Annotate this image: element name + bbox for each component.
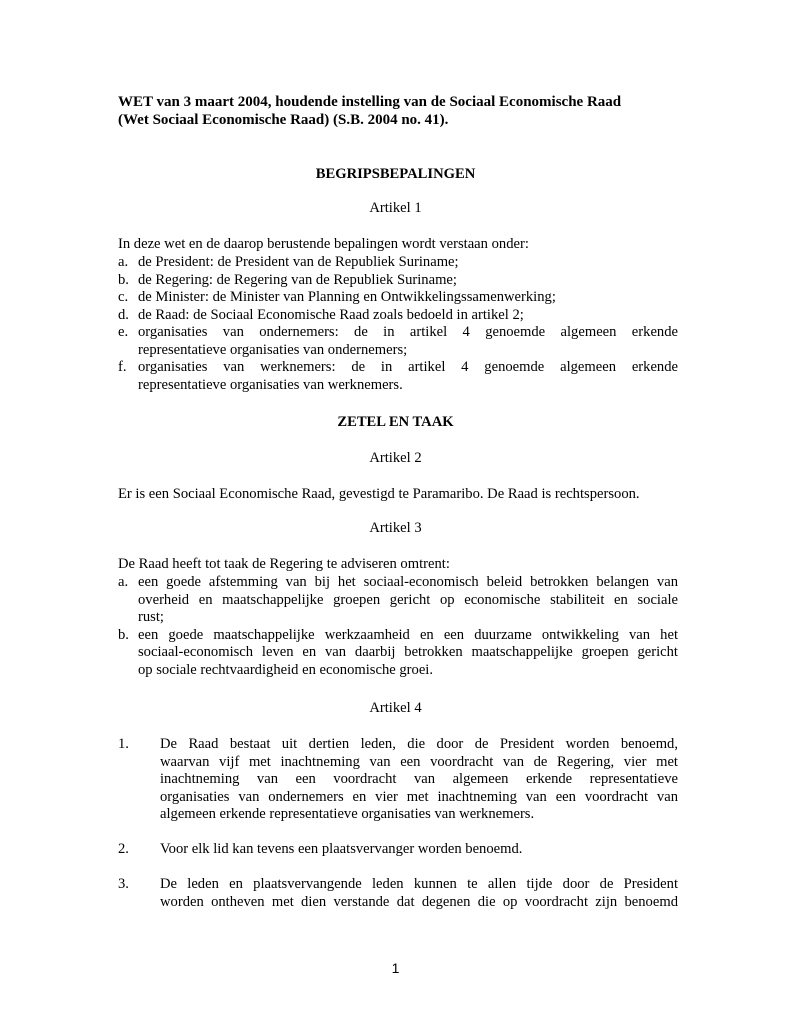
list-marker: b. [118,271,129,288]
list-item-line: rust; [138,609,164,625]
list-item-line: organisaties van werknemers: de in artikel 4 genoemde algemeen erkende [138,359,678,375]
list-item [118,307,678,325]
numbered-text-line: Voor elk lid kan tevens een plaatsvervanger worden benoemd. [160,841,523,857]
list-item-line: sociaal-economisch leven en van daarbij betrokken maatschappelijke groepen gericht [138,644,678,660]
list-item-line: een goede maatschappelijke werkzaamheid en een duurzame ontwikkeling van het [138,626,678,643]
numbered-text [160,876,678,911]
list-marker: e. [118,324,129,340]
list-item [118,574,678,627]
numbered-text-line: De leden en plaatsvervangende leden kunnen te allen tijde door de President [160,876,678,892]
list-marker: b. [118,626,129,643]
numbered-marker: 1. [118,736,129,752]
list-item [118,272,678,290]
article-1-heading: Artikel 1 [369,200,422,216]
numbered-text [160,841,678,859]
numbered-text-line: worden ontheven met dien verstande dat degenen die op voordracht zijn benoemd [160,893,678,910]
section-heading-begripsbepalingen: BEGRIPSBEPALINGEN [315,166,476,182]
numbered-marker: 3. [118,876,129,892]
law-title [118,93,678,129]
list-marker: c. [118,289,129,305]
list-item-line: organisaties van ondernemers: de in artikel 4 genoemde algemeen erkende [138,324,678,340]
numbered-marker: 2. [118,841,129,857]
list-item-line: een goede afstemming van bij het sociaal-economisch beleid betrokken belangen van [138,574,678,590]
article-3-task-list [118,574,678,679]
list-marker: f. [118,359,127,375]
law-title-line-2: (Wet Sociaal Economische Raad) (S.B. 2004 no. 41). [118,112,449,128]
numbered-text-line: algemeen erkende representatieve organisaties van werknemers. [160,806,535,822]
list-marker: a. [118,254,129,270]
list-item [118,254,678,272]
list-item [118,324,678,359]
list-item-line: de Regering: de Regering van de Republiek Suriname; [138,271,457,288]
article-1-intro: In deze wet en de daarop berustende bepalingen wordt verstaan onder: [118,236,529,252]
list-item [118,627,678,680]
list-item-line: de President: de President van de Republiek Suriname; [138,254,459,270]
article-3-heading: Artikel 3 [369,520,422,536]
page-number: 1 [391,960,400,976]
numbered-text-line: inachtneming van een voordracht van algemeen erkende representatieve [160,771,678,787]
numbered-text [160,736,678,824]
list-marker: d. [118,306,129,323]
list-marker: a. [118,574,129,590]
numbered-text-line: De Raad bestaat uit dertien leden, die door de President worden benoemd, [160,736,678,752]
article-3-intro: De Raad heeft tot taak de Regering te adviseren omtrent: [118,556,450,572]
list-item [118,359,678,394]
article-2-text: Er is een Sociaal Economische Raad, gevestigd te Paramaribo. De Raad is rechtspersoon. [118,486,640,502]
list-item-line: representatieve organisaties van werknemers. [138,376,403,393]
list-item [118,289,678,307]
list-item-line: op sociale rechtvaardigheid en economische groei. [138,661,433,678]
article-4-heading: Artikel 4 [369,700,422,716]
list-item-line: overheid en maatschappelijke groepen gericht op economische stabiliteit en sociale [138,591,678,608]
list-item-line: de Minister: de Minister van Planning en Ontwikkelingssamenwerking; [138,289,556,305]
numbered-text-line: waarvan vijf met inachtneming van een voordracht van de Regering, vier met [160,753,678,770]
law-title-line-1: WET van 3 maart 2004, houdende instelling van de Sociaal Economische Raad [118,94,622,110]
list-item-line: de Raad: de Sociaal Economische Raad zoals bedoeld in artikel 2; [138,306,524,323]
article-2-heading: Artikel 2 [369,450,422,466]
list-item-line: representatieve organisaties van ondernemers; [138,341,408,358]
section-heading-zetel-en-taak: ZETEL EN TAAK [337,414,454,430]
numbered-text-line: organisaties van ondernemers en vier met inachtneming van een voordracht van [160,788,678,805]
article-1-definitions-list [118,254,678,394]
